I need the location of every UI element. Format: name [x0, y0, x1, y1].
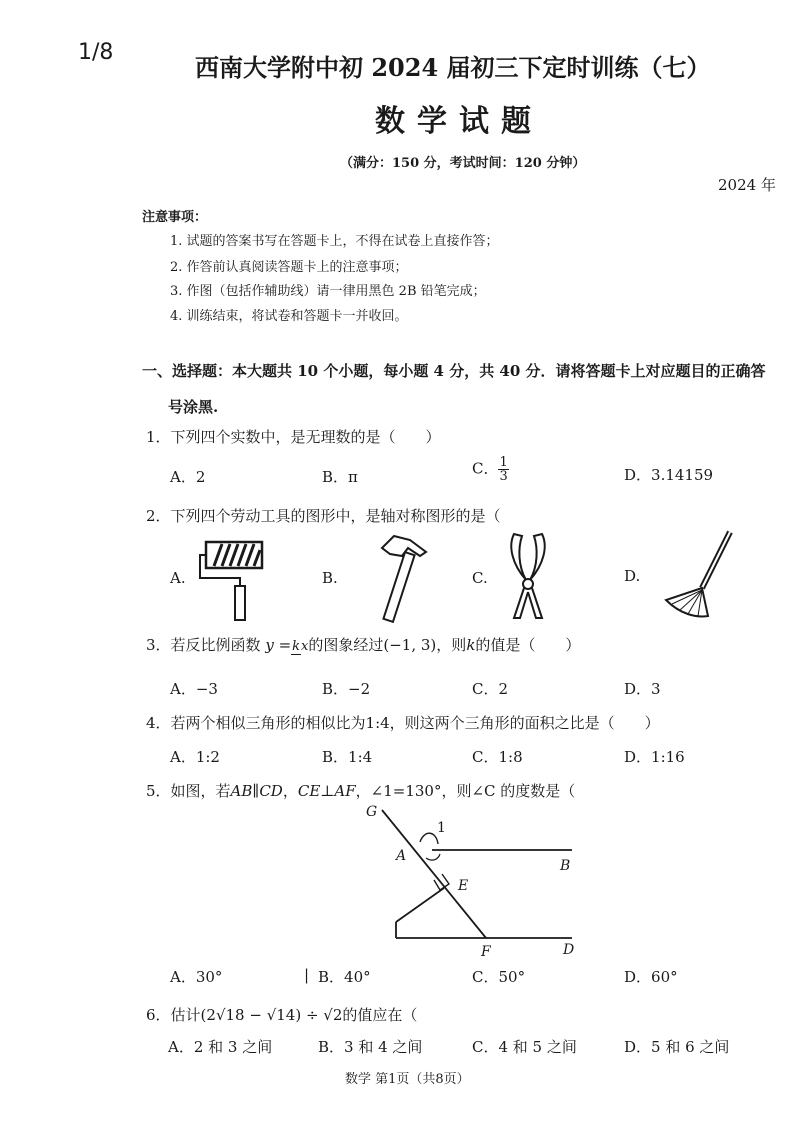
q4-option-b: B．1:4 — [322, 748, 373, 766]
label-a: A — [396, 848, 407, 864]
q6-option-c: C．4 和 5 之间 — [472, 1038, 577, 1056]
label-e: E — [458, 878, 469, 894]
q3-stem-part: 的值是（ ） — [475, 636, 581, 654]
label-1: 1 — [437, 820, 446, 836]
hammer-icon — [370, 530, 432, 626]
label-b: B — [560, 858, 571, 874]
q5-perpendicular: CE⊥AF — [297, 782, 356, 800]
q3-option-c: C．2 — [472, 680, 509, 698]
exam-meta: （满分：150 分，考试时间：120 分钟） — [340, 156, 586, 171]
exam-date: 2024 年 — [718, 176, 776, 194]
q3-var-k: k — [466, 636, 476, 654]
q5-stem — [146, 780, 575, 801]
q3-option-b: B．−2 — [322, 680, 371, 698]
shears-icon — [504, 530, 552, 622]
note-item: 4. 训练结束，将试卷和答题卡一并收回。 — [170, 309, 408, 324]
q4-option-d: D．1:16 — [624, 748, 685, 766]
q2-stem: 2．下列四个劳动工具的图形中，是轴对称图形的是（ — [146, 507, 501, 525]
q4-stem: 4．若两个相似三角形的相似比为1:4，则这两个三角形的面积之比是（ ） — [146, 714, 660, 732]
q2-option-c: C. — [472, 569, 488, 587]
label-g: G — [366, 804, 378, 820]
q5-stem-part: ， — [355, 782, 371, 800]
q1-option-b: B．π — [322, 468, 358, 486]
q5-option-b: B．40° — [318, 968, 371, 986]
q5-stem-part: ，则∠C 的度数是（ — [441, 782, 576, 800]
page-footer: 数学 第1页（共8页） — [345, 1072, 470, 1087]
q6-stem — [146, 1004, 417, 1025]
fraction-den: 3 — [499, 469, 508, 484]
paint-roller-icon — [196, 538, 266, 624]
q3-option-d: D．3 — [624, 680, 661, 698]
fraction — [498, 456, 508, 483]
q3-option-a: A．−3 — [170, 680, 218, 698]
option-separator: | — [304, 966, 310, 984]
q3-y-eq: y = — [265, 636, 292, 654]
q6-stem-part: 6．估计 — [146, 1006, 201, 1024]
page-indicator: 1/8 — [78, 40, 114, 65]
q6-option-a: A．2 和 3 之间 — [168, 1038, 273, 1056]
q1-option-c-prefix: C． — [472, 459, 499, 478]
note-item: 3. 作图（包括作辅助线）请一律用黑色 2B 铅笔完成； — [170, 284, 486, 299]
q4-option-c: C．1:8 — [472, 748, 523, 766]
q2-option-d: D. — [624, 567, 641, 585]
q5-angle: ∠1=130° — [370, 782, 442, 800]
q5-option-d: D．60° — [624, 968, 678, 986]
section-heading: 一、选择题：本大题共 10 个小题，每小题 4 分，共 40 分．请将答题卡上对应题目的正确答 — [142, 362, 766, 380]
q5-parallel: AB∥CD — [230, 782, 283, 800]
fraction-den: x — [301, 638, 309, 654]
q2-option-b: B. — [322, 569, 338, 587]
q3-stem-part: 3．若反比例函数 — [146, 636, 261, 654]
q3-stem-part: ，则 — [436, 636, 467, 654]
q6-expression: (2√18 − √14) ÷ √2 — [200, 1006, 343, 1024]
label-f: F — [481, 944, 491, 960]
note-item: 1. 试题的答案书写在答题卡上，不得在试卷上直接作答； — [170, 234, 499, 249]
note-item: 2. 作答前认真阅读答题卡上的注意事项； — [170, 260, 408, 275]
q5-option-c: C．50° — [472, 968, 526, 986]
q1-stem: 1．下列四个实数中，是无理数的是（ ） — [146, 428, 441, 446]
fraction-num: k — [292, 638, 301, 654]
q3-point: (−1, 3) — [383, 636, 437, 654]
q6-stem-part: 的值应在（ — [342, 1006, 418, 1024]
subject-title: 数学试题 — [375, 104, 543, 139]
q5-stem-part: ， — [282, 782, 298, 800]
broom-icon — [662, 528, 740, 620]
fraction-num: 1 — [499, 455, 508, 470]
section-heading-cont: 号涂黑. — [168, 398, 219, 416]
q1-option-c — [472, 456, 509, 483]
q5-stem-part: 5．如图，若 — [146, 782, 231, 800]
exam-title: 西南大学附中初 2024 届初三下定时训练（七） — [195, 53, 711, 82]
q1-option-d: D．3.14159 — [624, 466, 714, 484]
q3-stem-part: 的图象经过 — [308, 636, 384, 654]
q6-option-d: D．5 和 6 之间 — [624, 1038, 730, 1056]
q6-option-b: B．3 和 4 之间 — [318, 1038, 423, 1056]
q5-option-a: A．30° — [170, 968, 223, 986]
fraction — [291, 640, 308, 653]
notes-heading: 注意事项： — [142, 210, 208, 225]
q1-option-a: A．2 — [170, 468, 206, 486]
q2-option-a: A. — [170, 569, 186, 587]
q3-stem — [146, 634, 580, 655]
q4-option-a: A．1:2 — [170, 748, 220, 766]
label-d: D — [563, 942, 575, 958]
